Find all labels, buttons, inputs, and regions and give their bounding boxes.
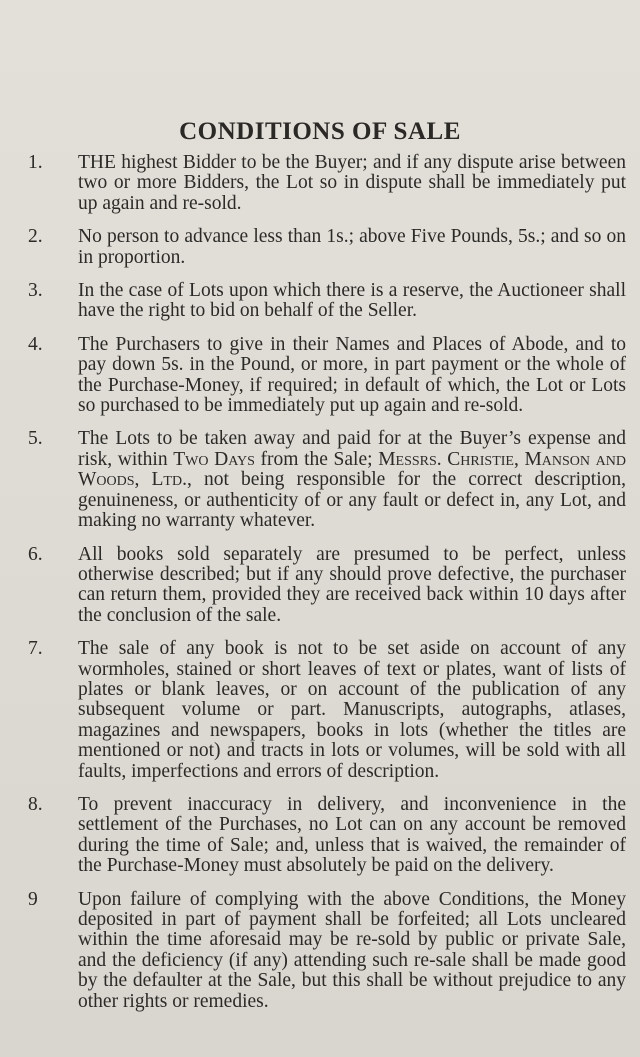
condition-item [28, 429, 626, 531]
condition-number: 6. [28, 543, 43, 565]
condition-item [28, 335, 626, 417]
condition-text: To prevent inaccuracy in delivery, and inconvenience in the settlement of the Purchases, no Lot can on any account be removed during the time of Sale; and, unless that is waived, the remainder of the Purchase-Money must absolutely be paid on the delivery. [78, 793, 626, 877]
condition-text-part: from the Sale; [254, 448, 379, 470]
condition-text: The sale of any book is not to be set aside on account of any wormholes, stained or short leaves of text or plates, want of lists of plates or blank leaves, or on account of the publication of any subsequent volume or part. Manuscripts, autographs, atlases, magazines and newspapers, books in lots (whether the titles are mentioned or not) and tracts in lots or volumes, will be sold with all faults, imperfections and errors of description. [78, 638, 626, 782]
condition-number: 2. [28, 226, 43, 248]
condition-number: 1. [28, 152, 43, 173]
condition-text: No person to advance less than 1s.; above Five Pounds, 5s.; and so on in proportion. [78, 226, 626, 268]
conditions-list [28, 153, 626, 1025]
condition-number: 5. [28, 428, 43, 450]
condition-item [28, 227, 626, 268]
condition-text: In the case of Lots upon which there is a reserve, the Auctioneer shall have the right to bid on behalf of the Seller. [78, 280, 626, 322]
condition-text-smallcaps: Two Days [173, 448, 255, 470]
condition-number: 4. [28, 333, 43, 355]
condition-number: 8. [28, 793, 43, 815]
condition-text: The Purchasers to give in their Names and Places of Abode, and to pay down 5s. in the Pound, or more, in part payment or the whole of the Purchase-Money, if required; in default of which, the Lot or Lots so purchased to be immediately put up again and re-sold. [78, 333, 626, 417]
auctioneer-name: Messrs. Christie, Manson and Woods, Ltd. [78, 448, 626, 491]
condition-text: THE highest Bidder to be the Buyer; and if any dispute arise between two or more Bidders, the Lot so in dispute shall be immediately put up again and re-sold. [78, 152, 626, 214]
condition-item [28, 639, 626, 782]
condition-item [28, 795, 626, 877]
condition-number: 3. [28, 280, 43, 302]
condition-item [28, 153, 626, 214]
condition-item [28, 281, 626, 322]
condition-text-part: The Lots to be taken away and paid for at the Buyer’s expense and risk, within [78, 428, 626, 470]
condition-text: All books sold separately are presumed to be perfect, unless otherwise described; but if any should prove defective, the purchaser can return them, provided they are received back within 10 days after the conclusion of the sale. [78, 543, 626, 626]
condition-number: 7. [28, 638, 43, 660]
condition-number: 9 [28, 888, 38, 910]
condition-text: Upon failure of complying with the above Conditions, the Money deposited in part of payment shall be forfeited; all Lots uncleared within the time aforesaid may be re-sold by public or private Sale, and the deficiency (if any) attending such re-sale shall be made good by the defaulter at the Sale, but this shall be without prejudice to any other rights or remedies. [78, 888, 626, 1012]
condition-item [28, 545, 626, 627]
condition-text-part: , not being responsible for the correct description, genuineness, or authenticity of or any fault or defect in, any Lot, and making no warranty whatever. [78, 469, 626, 532]
page-title: CONDITIONS OF SALE [179, 118, 461, 145]
condition-item [28, 890, 626, 1012]
